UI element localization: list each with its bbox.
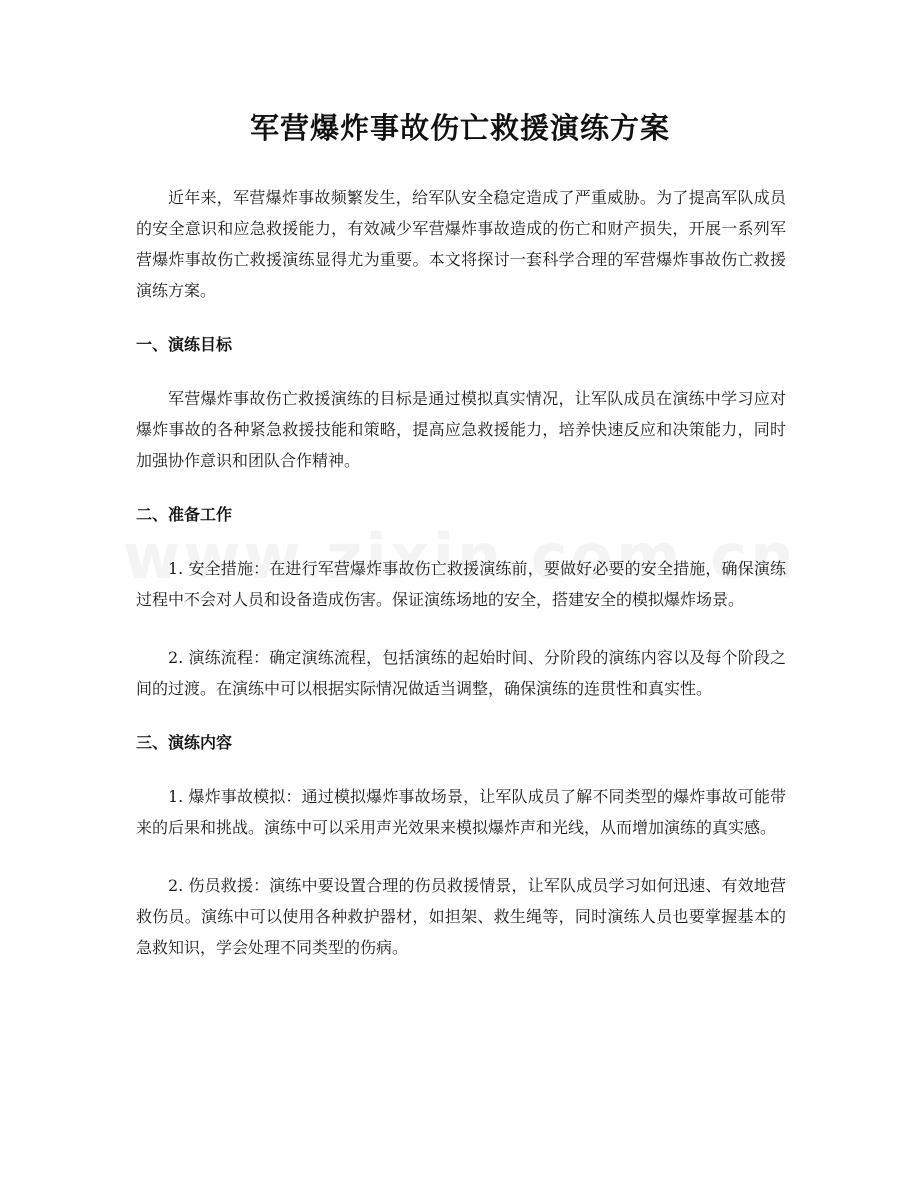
goals-paragraph: 军营爆炸事故伤亡救援演练的目标是通过模拟真实情况，让军队成员在演练中学习应对爆炸事故的各种紧急救援技能和策略，提高应急救援能力，培养快速反应和决策能力，同时加强协作意识和团队合作精神。 bbox=[136, 389, 786, 470]
document-body bbox=[136, 182, 786, 990]
section-heading-preparation: 二、准备工作 bbox=[136, 505, 233, 524]
content-paragraph-rescue: 2. 伤员救援：演练中要设置合理的伤员救援情景，让军队成员学习如何迅速、有效地营救伤员。演练中可以使用各种救护器材，如担架、救生绳等，同时演练人员也要掌握基本的急救知识，学会处理不同类型的伤病。 bbox=[136, 876, 786, 957]
preparation-paragraph-safety: 1. 安全措施：在进行军营爆炸事故伤亡救援演练前，要做好必要的安全措施，确保演练过程中不会对人员和设备造成伤害。保证演练场地的安全，搭建安全的模拟爆炸场景。 bbox=[136, 559, 786, 609]
content-paragraph-simulation: 1. 爆炸事故模拟：通过模拟爆炸事故场景，让军队成员了解不同类型的爆炸事故可能带来的后果和挑战。演练中可以采用声光效果来模拟爆炸声和光线，从而增加演练的真实感。 bbox=[136, 787, 786, 837]
preparation-paragraph-process: 2. 演练流程：确定演练流程，包括演练的起始时间、分阶段的演练内容以及每个阶段之间的过渡。在演练中可以根据实际情况做适当调整，确保演练的连贯性和真实性。 bbox=[136, 648, 786, 698]
section-heading-content: 三、演练内容 bbox=[136, 733, 233, 752]
intro-paragraph: 近年来，军营爆炸事故频繁发生，给军队安全稳定造成了严重威胁。为了提高军队成员的安全意识和应急救援能力，有效减少军营爆炸事故造成的伤亡和财产损失，开展一系列军营爆炸事故伤亡救援演练显得尤为重要。本文将探讨一套科学合理的军营爆炸事故伤亡救援演练方案。 bbox=[136, 188, 786, 300]
document-title: 军营爆炸事故伤亡救援演练方案 bbox=[249, 111, 670, 145]
section-heading-goals: 一、演练目标 bbox=[136, 335, 233, 354]
